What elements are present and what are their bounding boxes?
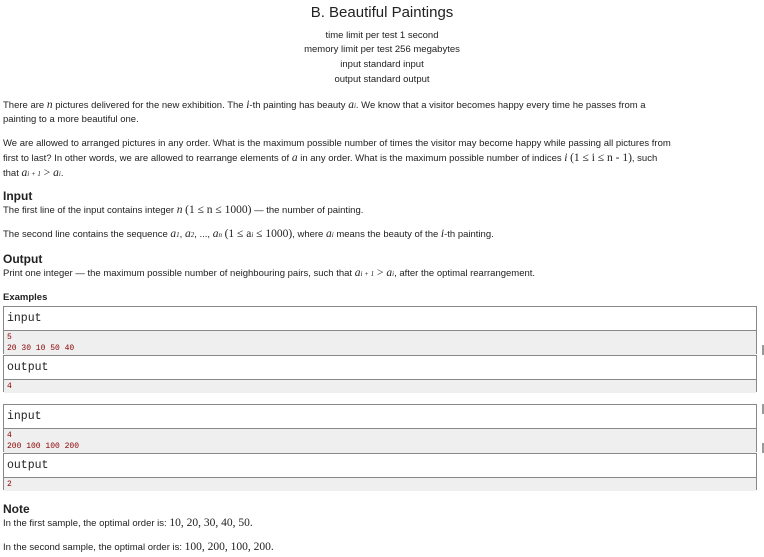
output-line: 4 (7, 382, 12, 391)
output-line: Print one integer — the maximum possible number of neighbouring pairs, such that ai + 1 > ai, after the optimal rearrangement. (3, 267, 536, 279)
input-line: 200 100 100 200 (7, 442, 80, 451)
sample-1-output-box (3, 355, 757, 392)
math-n: n (176, 204, 183, 216)
sample-input-label: input (4, 405, 756, 429)
math-ai: a (325, 228, 332, 240)
math-n: n (46, 99, 53, 111)
math-i: i (440, 228, 445, 240)
math-order: 10, 20, 30, 40, 50. (169, 517, 253, 529)
math-i: i (564, 152, 568, 164)
text: , after the optimal rearrangement. (394, 268, 536, 279)
sample-input-label: input (4, 307, 756, 331)
text: . We know that a visitor becomes happy every time he passes from a (355, 100, 646, 111)
text: The first line of the input contains integer (3, 205, 177, 216)
text: The second line contains the sequence (3, 229, 171, 240)
time-limit: time limit per test 1 second (325, 30, 439, 41)
text: that (3, 168, 22, 179)
note-line-1 (3, 516, 758, 531)
sample-output-label: output (4, 356, 756, 380)
text: In the second sample, the optimal order is: (3, 542, 185, 553)
statement-paragraph-1: There are n pictures delivered for the new exhibition. The i-th painting has beauty ai. We know that a visitor becomes happy every time he passes from a painting to a more beautiful one. (3, 99, 646, 125)
sample-output-label: output (4, 454, 756, 478)
math-seq: a (170, 228, 177, 240)
text: , where (292, 229, 326, 240)
math-ai: a (386, 267, 393, 279)
math-a: a (291, 152, 298, 164)
input-line: 4 (7, 431, 12, 440)
text: , such (631, 153, 658, 164)
text: In the first sample, the optimal order is: (3, 518, 170, 529)
memory-limit: memory limit per test 256 megabytes (304, 44, 460, 55)
sample-1-input-box (3, 306, 757, 354)
math-ai: a (348, 99, 354, 111)
note-line-2 (3, 540, 758, 555)
output-file: output standard output (334, 74, 430, 85)
math-i: i (246, 99, 250, 111)
sample-input-value[interactable] (4, 331, 756, 355)
text: pictures delivered for the new exhibition. The (52, 100, 247, 111)
math-ai: a (53, 167, 59, 179)
math-ai1: a (354, 267, 361, 279)
sample-output-value[interactable] (4, 478, 756, 491)
input-line: 5 (7, 333, 12, 342)
text: — the number of painting. (251, 205, 364, 216)
math-n-range: (1 ≤ n ≤ 1000) (185, 204, 252, 216)
math-a-range-end: ≤ 1000) (253, 228, 293, 240)
examples-heading: Examples (3, 292, 48, 303)
sample-2-input-box (3, 404, 757, 452)
note-heading: Note (3, 502, 30, 516)
sample-2-output-box (3, 453, 757, 490)
text: first to last? In other words, we are allowed to rearrange elements of (3, 153, 292, 164)
input-line: 20 30 10 50 40 (7, 344, 75, 353)
text: We are allowed to arranged pictures in any order. What is the maximum possible number of times the visitor may become happy while passing all pictures from (3, 138, 671, 149)
text: There are (3, 100, 47, 111)
math-ai1: a (21, 167, 28, 179)
sample-input-value[interactable] (4, 429, 756, 453)
text: means the beauty of the (333, 229, 441, 240)
text: painting to a more beautiful one. (3, 114, 139, 125)
statement-paragraph-2: We are allowed to arranged pictures in any order. What is the maximum possible number of times the visitor may become happy while passing all pictures from first to last? In other words, we are allowed to rearrange elements of a in any order. What is the maximum possible number of indices i (1 ≤ i ≤ n - 1), such that ai + 1 > ai. (3, 138, 671, 179)
math-i-range: (1 ≤ i ≤ n - 1) (570, 152, 632, 164)
output-heading: Output (3, 252, 43, 266)
text: in any order. What is the maximum possible number of indices (297, 153, 565, 164)
math-order: 100, 200, 100, 200. (184, 541, 274, 553)
text: -th painting has beauty (249, 100, 349, 111)
input-line-2: The second line contains the sequence a1, a2, ..., an (1 ≤ ai ≤ 1000), where ai means the beauty of the i-th painting. (3, 228, 494, 240)
math-a-range: (1 ≤ a (224, 228, 252, 240)
sample-output-value[interactable] (4, 380, 756, 393)
input-file: input standard input (340, 59, 424, 70)
text: -th painting. (444, 229, 494, 240)
input-heading: Input (3, 189, 33, 203)
output-line: 2 (7, 480, 12, 489)
input-line-1 (3, 203, 758, 218)
problem-title: B. Beautiful Paintings (310, 4, 454, 21)
text: Print one integer — the maximum possible number of neighbouring pairs, such that (3, 268, 355, 279)
